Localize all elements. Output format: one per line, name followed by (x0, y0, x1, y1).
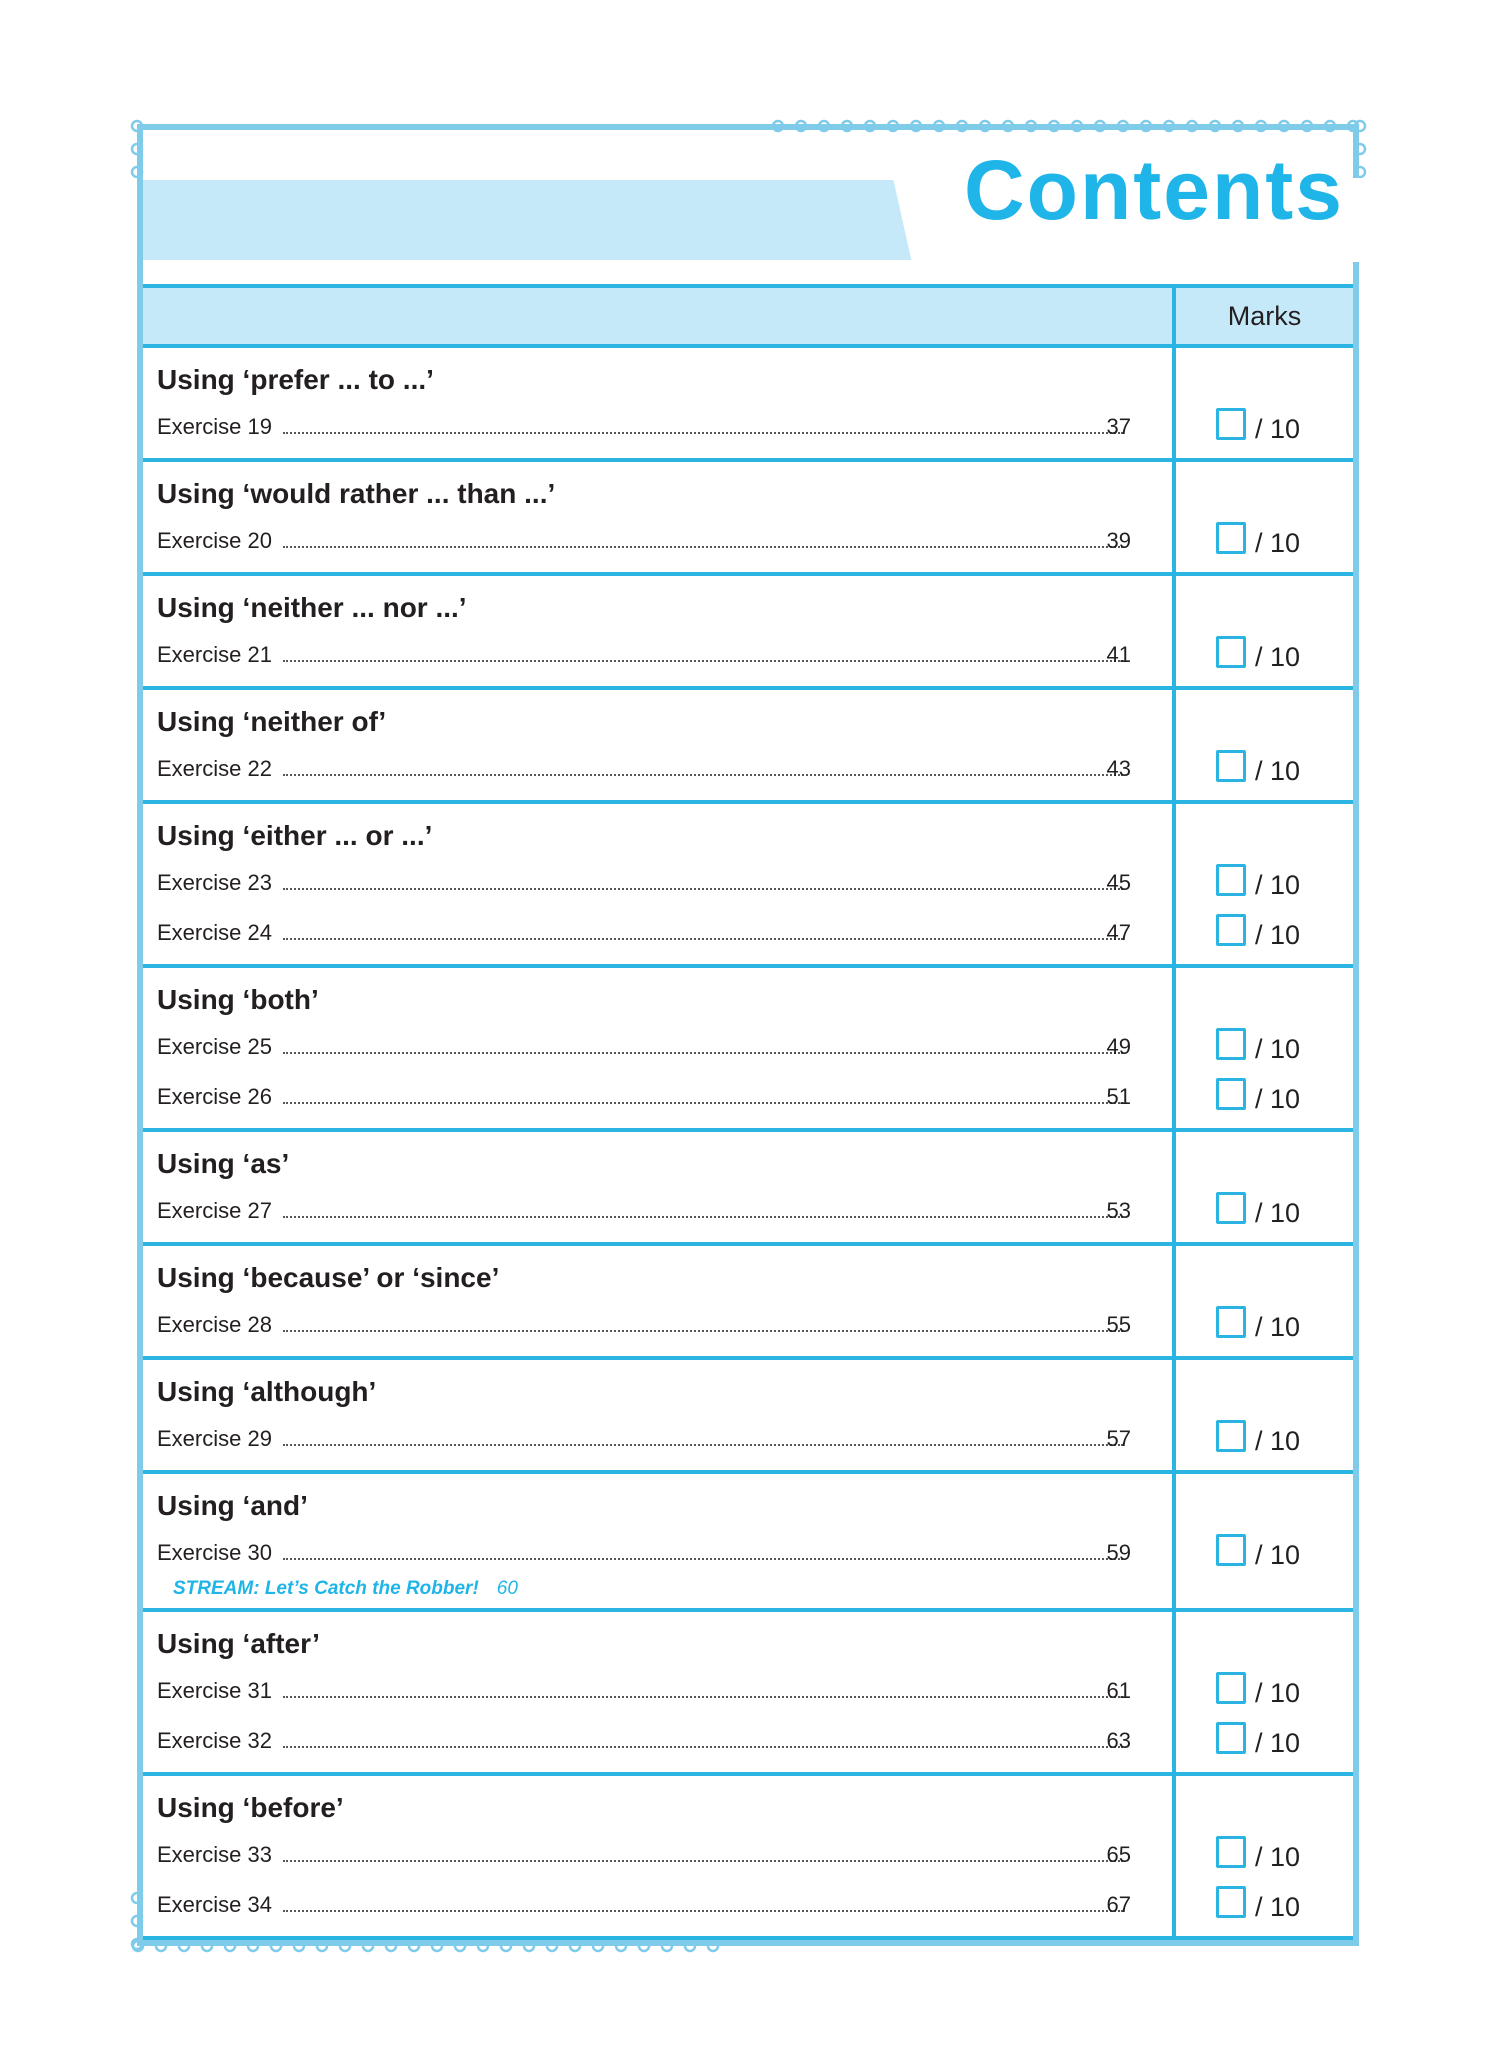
mark-field (1173, 1532, 1313, 1572)
exercise-label: Exercise 33 (157, 1842, 280, 1868)
exercise-row[interactable] (143, 1878, 1353, 1928)
page-number: 67 (1106, 1892, 1131, 1917)
leader-dots (283, 1444, 1123, 1446)
mark-out-of: / 10 (1255, 1312, 1301, 1342)
mark-out-of: / 10 (1255, 870, 1301, 900)
contents-section (143, 462, 1353, 576)
contents-section (143, 1474, 1353, 1612)
mark-input-box[interactable] (1216, 1722, 1246, 1754)
exercise-row[interactable] (143, 400, 1353, 450)
mark-field (1173, 1190, 1313, 1230)
leader-dots (283, 546, 1123, 548)
mark-input-box[interactable] (1216, 636, 1246, 668)
contents-section (143, 690, 1353, 804)
sections-list (143, 348, 1353, 1940)
contents-section (143, 348, 1353, 462)
mark-out-of: / 10 (1255, 528, 1301, 558)
exercise-row[interactable] (143, 1412, 1353, 1462)
page-number: 57 (1106, 1426, 1131, 1451)
mark-field (1173, 520, 1313, 560)
mark-input-box[interactable] (1216, 750, 1246, 782)
exercise-label: Exercise 29 (157, 1426, 280, 1452)
contents-table (143, 284, 1353, 1940)
decorative-dots-right-top (1352, 118, 1368, 178)
mark-out-of: / 10 (1255, 1678, 1301, 1708)
mark-out-of: / 10 (1255, 1728, 1301, 1758)
mark-field (1173, 1884, 1313, 1924)
mark-input-box[interactable] (1216, 1078, 1246, 1110)
exercise-label: Exercise 24 (157, 920, 280, 946)
page-number: 65 (1106, 1842, 1131, 1867)
page-number: 53 (1106, 1198, 1131, 1223)
mark-field (1173, 1304, 1313, 1344)
exercise-label: Exercise 28 (157, 1312, 280, 1338)
page-number: 61 (1106, 1678, 1131, 1703)
exercise-row[interactable] (143, 1298, 1353, 1348)
exercise-row[interactable] (143, 1070, 1353, 1120)
leader-dots (283, 660, 1123, 662)
section-title: Using ‘although’ (157, 1376, 377, 1407)
contents-section (143, 1132, 1353, 1246)
section-title: Using ‘as’ (157, 1148, 290, 1179)
exercise-row[interactable] (143, 856, 1353, 906)
mark-out-of: / 10 (1255, 1892, 1301, 1922)
mark-out-of: / 10 (1255, 1198, 1301, 1228)
mark-input-box[interactable] (1216, 522, 1246, 554)
exercise-label: Exercise 19 (157, 414, 280, 440)
mark-out-of: / 10 (1255, 1034, 1301, 1064)
mark-input-box[interactable] (1216, 864, 1246, 896)
exercise-label: Exercise 27 (157, 1198, 280, 1224)
leader-dots (283, 1910, 1123, 1912)
decorative-dots-top (770, 118, 1370, 134)
section-title: Using ‘and’ (157, 1490, 308, 1521)
exercise-label: Exercise 32 (157, 1728, 280, 1754)
mark-field (1173, 1026, 1313, 1066)
mark-field (1173, 1834, 1313, 1874)
mark-field (1173, 634, 1313, 674)
page-number: 39 (1106, 528, 1131, 553)
contents-section (143, 1246, 1353, 1360)
leader-dots (283, 1696, 1123, 1698)
section-title: Using ‘before’ (157, 1792, 344, 1823)
page-number: 37 (1106, 414, 1131, 439)
mark-field (1173, 1720, 1313, 1760)
leader-dots (283, 938, 1123, 940)
section-title: Using ‘either ... or ...’ (157, 820, 433, 851)
stream-label: STREAM: Let’s Catch the Robber! (173, 1578, 479, 1599)
contents-section (143, 1360, 1353, 1474)
exercise-row[interactable] (143, 906, 1353, 956)
exercise-label: Exercise 31 (157, 1678, 280, 1704)
exercise-label: Exercise 22 (157, 756, 280, 782)
exercise-label: Exercise 26 (157, 1084, 280, 1110)
contents-section (143, 1776, 1353, 1940)
contents-section (143, 804, 1353, 968)
decorative-dots-bottom (130, 1938, 740, 1954)
leader-dots (283, 774, 1123, 776)
contents-section (143, 576, 1353, 690)
exercise-label: Exercise 30 (157, 1540, 280, 1566)
section-title: Using ‘would rather ... than ...’ (157, 478, 556, 509)
mark-field (1173, 862, 1313, 902)
exercise-row[interactable] (143, 628, 1353, 678)
mark-out-of: / 10 (1255, 1084, 1301, 1114)
exercise-row[interactable] (143, 1184, 1353, 1234)
exercise-row[interactable] (143, 514, 1353, 564)
page-number: 55 (1106, 1312, 1131, 1337)
mark-field (1173, 1076, 1313, 1116)
mark-out-of: / 10 (1255, 642, 1301, 672)
leader-dots (283, 1860, 1123, 1862)
leader-dots (283, 1052, 1123, 1054)
exercise-row[interactable] (143, 742, 1353, 792)
mark-field (1173, 748, 1313, 788)
exercise-label: Exercise 34 (157, 1892, 280, 1918)
page-title: Contents (964, 143, 1344, 237)
leader-dots (283, 432, 1123, 434)
mark-out-of: / 10 (1255, 414, 1301, 444)
mark-input-box[interactable] (1216, 1672, 1246, 1704)
leader-dots (283, 888, 1123, 890)
exercise-row[interactable] (143, 1020, 1353, 1070)
leader-dots (283, 1746, 1123, 1748)
mark-input-box[interactable] (1216, 1886, 1246, 1918)
mark-input-box[interactable] (1216, 1028, 1246, 1060)
mark-field (1173, 1670, 1313, 1710)
mark-out-of: / 10 (1255, 1842, 1301, 1872)
section-title: Using ‘neither of’ (157, 706, 387, 737)
mark-field (1173, 912, 1313, 952)
mark-out-of: / 10 (1255, 1426, 1301, 1456)
section-title: Using ‘prefer ... to ...’ (157, 364, 434, 395)
page-number: 43 (1106, 756, 1131, 781)
exercise-label: Exercise 23 (157, 870, 280, 896)
contents-section (143, 968, 1353, 1132)
decorative-dots-left-top (129, 118, 145, 178)
exercise-label: Exercise 20 (157, 528, 280, 554)
leader-dots (283, 1102, 1123, 1104)
section-title: Using ‘both’ (157, 984, 319, 1015)
mark-input-box[interactable] (1216, 1192, 1246, 1224)
section-title: Using ‘because’ or ‘since’ (157, 1262, 500, 1293)
exercise-label: Exercise 21 (157, 642, 280, 668)
page-number: 45 (1106, 870, 1131, 895)
section-title: Using ‘after’ (157, 1628, 320, 1659)
page-number: 51 (1106, 1084, 1131, 1109)
marks-column-header: Marks (1172, 288, 1353, 344)
mark-out-of: / 10 (1255, 1540, 1301, 1570)
mark-input-box[interactable] (1216, 1306, 1246, 1338)
page-number: 63 (1106, 1728, 1131, 1753)
exercise-row[interactable] (143, 1526, 1353, 1576)
mark-input-box[interactable] (1216, 914, 1246, 946)
exercise-row[interactable] (143, 1664, 1353, 1714)
mark-out-of: / 10 (1255, 756, 1301, 786)
mark-field (1173, 1418, 1313, 1458)
page-number: 59 (1106, 1540, 1131, 1565)
exercise-row[interactable] (143, 1828, 1353, 1878)
mark-input-box[interactable] (1216, 1534, 1246, 1566)
mark-field (1173, 406, 1313, 446)
table-header (143, 284, 1353, 348)
exercise-label: Exercise 25 (157, 1034, 280, 1060)
mark-out-of: / 10 (1255, 920, 1301, 950)
contents-section (143, 1612, 1353, 1776)
section-title: Using ‘neither ... nor ...’ (157, 592, 467, 623)
mark-input-box[interactable] (1216, 1420, 1246, 1452)
mark-input-box[interactable] (1216, 1836, 1246, 1868)
exercise-row[interactable] (143, 1714, 1353, 1764)
leader-dots (283, 1558, 1123, 1560)
mark-input-box[interactable] (1216, 408, 1246, 440)
stream-page-number: 60 (496, 1578, 518, 1599)
page-number: 47 (1106, 920, 1131, 945)
leader-dots (283, 1330, 1123, 1332)
page-number: 49 (1106, 1034, 1131, 1059)
leader-dots (283, 1216, 1123, 1218)
page-number: 41 (1106, 642, 1131, 667)
